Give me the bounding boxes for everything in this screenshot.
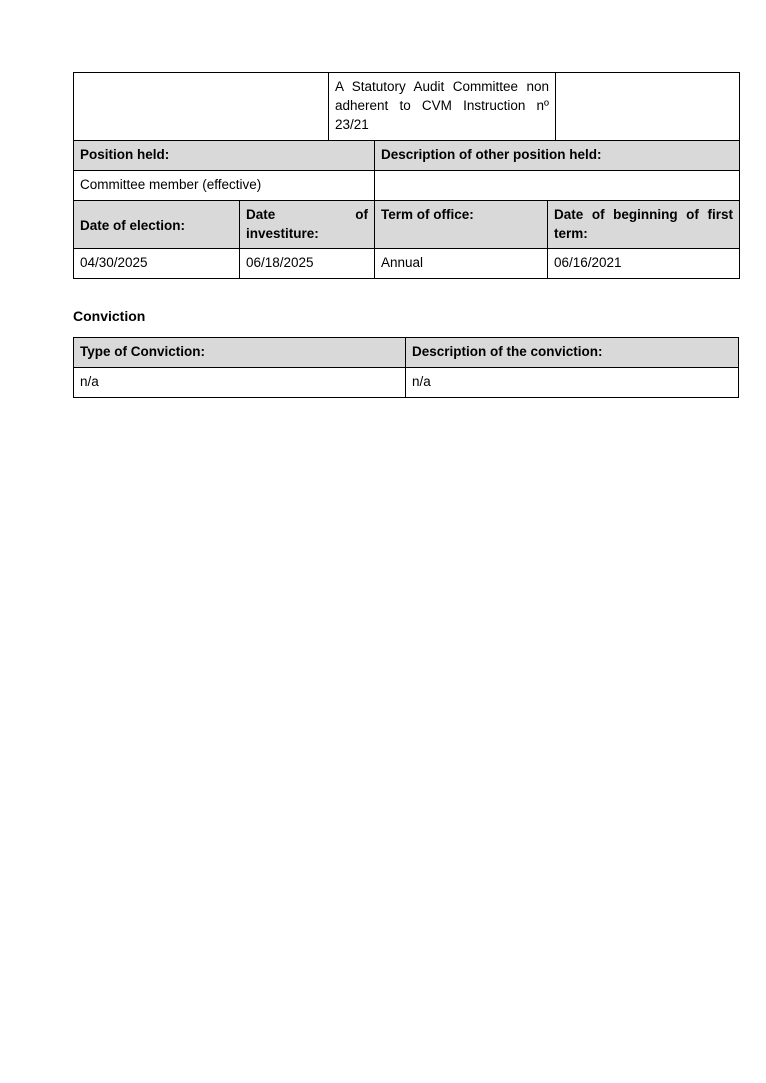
conviction-type-value: n/a — [74, 368, 406, 398]
date-investiture-header-line-1: Date of — [246, 207, 368, 222]
other-position-header: Description of other position held: — [375, 141, 740, 171]
term-office-value: Annual — [375, 249, 548, 279]
conviction-description-header: Description of the conviction: — [406, 338, 739, 368]
conviction-type-header: Type of Conviction: — [74, 338, 406, 368]
first-term-header — [548, 201, 740, 249]
first-term-header-line-2: term: — [554, 226, 588, 241]
date-election-header: Date of election: — [74, 201, 240, 249]
term-office-header: Term of office: — [375, 201, 548, 249]
committee-type-table — [73, 72, 740, 141]
committee-type-cell — [329, 73, 556, 141]
position-held-header: Position held: — [74, 141, 375, 171]
date-investiture-header — [240, 201, 375, 249]
first-term-value: 06/16/2021 — [548, 249, 740, 279]
date-investiture-value: 06/18/2025 — [240, 249, 375, 279]
empty-cell-left — [74, 73, 329, 141]
empty-cell-right — [556, 73, 740, 141]
other-position-value — [375, 171, 740, 201]
position-held-value: Committee member (effective) — [74, 171, 375, 201]
position-table — [73, 140, 740, 279]
committee-type-line-3: 23/21 — [335, 117, 369, 132]
conviction-section-title: Conviction — [73, 308, 146, 324]
first-term-header-line-1: Date of beginning of first — [554, 207, 733, 222]
conviction-description-value: n/a — [406, 368, 739, 398]
conviction-table — [73, 337, 739, 398]
committee-type-line-1: A Statutory Audit Committee non — [335, 79, 549, 94]
date-investiture-header-line-2: investiture: — [246, 226, 319, 241]
committee-type-line-2: adherent to CVM Instruction nº — [335, 98, 549, 113]
date-election-value: 04/30/2025 — [74, 249, 240, 279]
